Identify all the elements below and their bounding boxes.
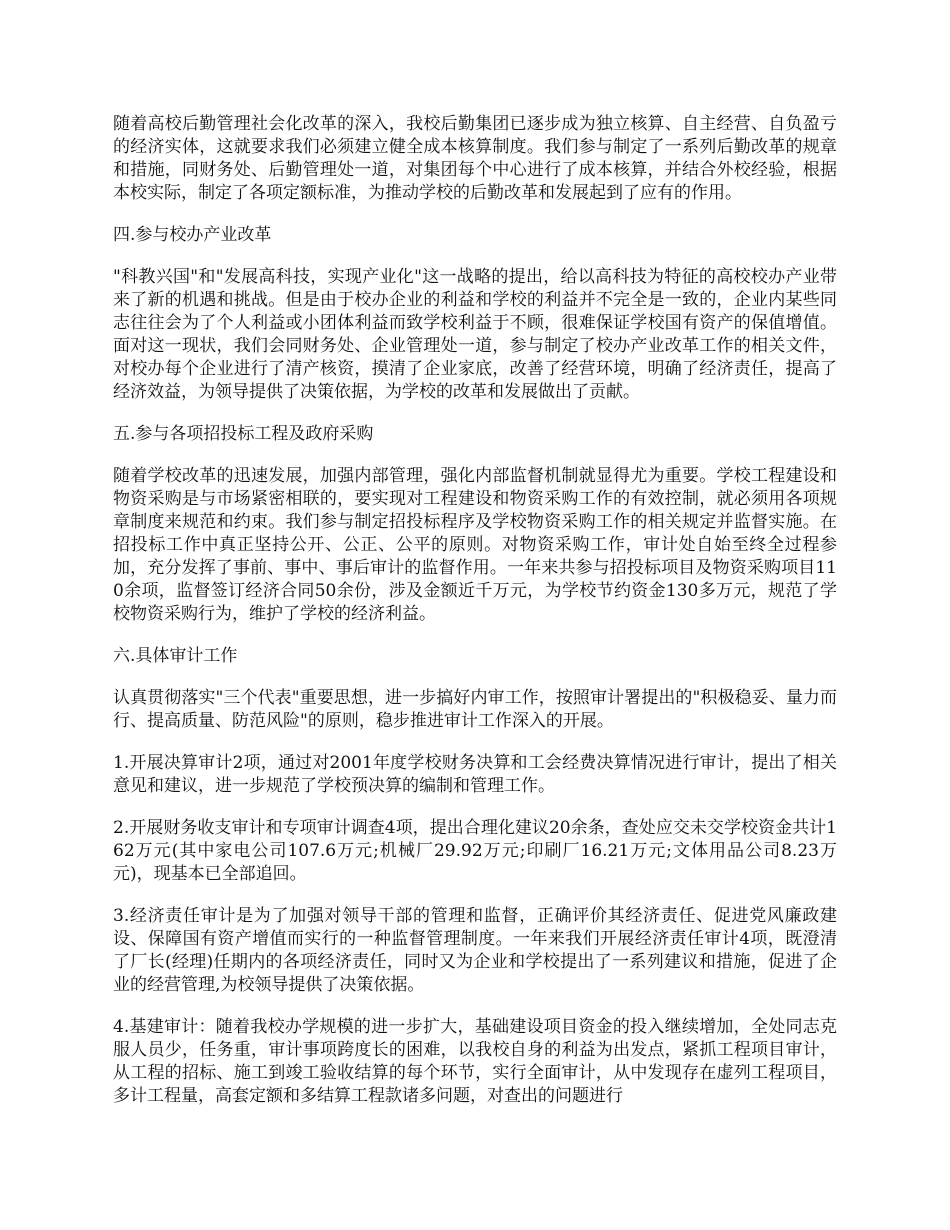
paragraph-revenue-expenditure-audit: 2.开展财务收支审计和专项审计调查4项，提出合理化建议20余条，查处应交未交学校资金共计162万元(其中家电公司107.6万元;机械厂29.92万元;印刷厂16.21万元;文体用品公司8.23万元)，现基本已全部追回。 xyxy=(113,818,837,884)
paragraph-industry-reform: "科教兴国"和"发展高科技，实现产业化"这一战略的提出，给以高科技为特征的高校校办产业带来了新的机遇和挑战。但是由于校办企业的利益和学校的利益并不完全是一致的，企业内某些同志往往会为了个人利益或小团体利益而致学校利益于不顾，很难保证学校国有资产的保值增值。面对这一现状，我们会同财务处、企业管理处一道，参与制定了校办产业改革工作的相关文件，对校办每个企业进行了清产核资，摸清了企业家底，改善了经营环境，明确了经济责任，提高了经济效益，为领导提供了决策依据，为学校的改革和发展做出了贡献。 xyxy=(113,267,837,402)
paragraph-audit-principles: 认真贯彻落实"三个代表"重要思想，进一步搞好内审工作，按照审计署提出的"积极稳妥、量力而行、提高质量、防范风险"的原则，稳步推进审计工作深入的开展。 xyxy=(113,688,837,731)
paragraph-economic-responsibility-audit: 3.经济责任审计是为了加强对领导干部的管理和监督，正确评价其经济责任、促进党风廉政建设、保障国有资产增值而实行的一种监督管理制度。一年来我们开展经济责任审计4项，既澄清了厂长(经理)任期内的各项经济责任，同时又为企业和学校提出了一系列建议和措施，促进了企业的经营管理,为校领导提供了决策依据。 xyxy=(113,906,837,995)
paragraph-construction-audit: 4.基建审计：随着我校办学规模的进一步扩大，基础建设项目资金的投入继续增加，全处同志克服人员少，任务重，审计事项跨度长的困难，以我校自身的利益为出发点，紧抓工程项目审计，从工程的招标、施工到竣工验收结算的每个环节，实行全面审计，从中发现存在虚列工程项目，多计工程量，高套定额和多结算工程款诸多问题，对查出的问题进行 xyxy=(113,1017,837,1106)
section-heading-4: 四.参与校办产业改革 xyxy=(113,225,272,245)
paragraph-final-accounts-audit: 1.开展决算审计2项，通过对2001年度学校财务决算和工会经费决算情况进行审计，提出了相关意见和建议，进一步规范了学校预决算的编制和管理工作。 xyxy=(113,753,837,796)
document-page xyxy=(113,113,837,1127)
section-heading-6: 六.具体审计工作 xyxy=(113,646,238,666)
paragraph-logistics-reform: 随着高校后勤管理社会化改革的深入，我校后勤集团已逐步成为独立核算、自主经营、自负盈亏的经济实体，这就要求我们必须建立健全成本核算制度。我们参与制定了一系列后勤改革的规章和措施，同财务处、后勤管理处一道，对集团每个中心进行了成本核算，并结合外校经验，根据本校实际，制定了各项定额标准，为推动学校的后勤改革和发展起到了应有的作用。 xyxy=(113,114,837,203)
section-heading-5: 五.参与各项招投标工程及政府采购 xyxy=(113,424,374,444)
paragraph-bidding-procurement: 随着学校改革的迅速发展，加强内部管理，强化内部监督机制就显得尤为重要。学校工程建设和物资采购是与市场紧密相联的，要实现对工程建设和物资采购工作的有效控制，就必须用各项规章制度来规范和约束。我们参与制定招投标程序及学校物资采购工作的相关规定并监督实施。在招投标工作中真正坚持公开、公正、公平的原则。对物资采购工作，审计处自始至终全过程参加，充分发挥了事前、事中、事后审计的监督作用。一年来共参与招投标项目及物资采购项目110余项，监督签订经济合同50余份，涉及金额近千万元，为学校节约资金130多万元，规范了学校物资采购行为，维护了学校的经济利益。 xyxy=(113,466,837,624)
